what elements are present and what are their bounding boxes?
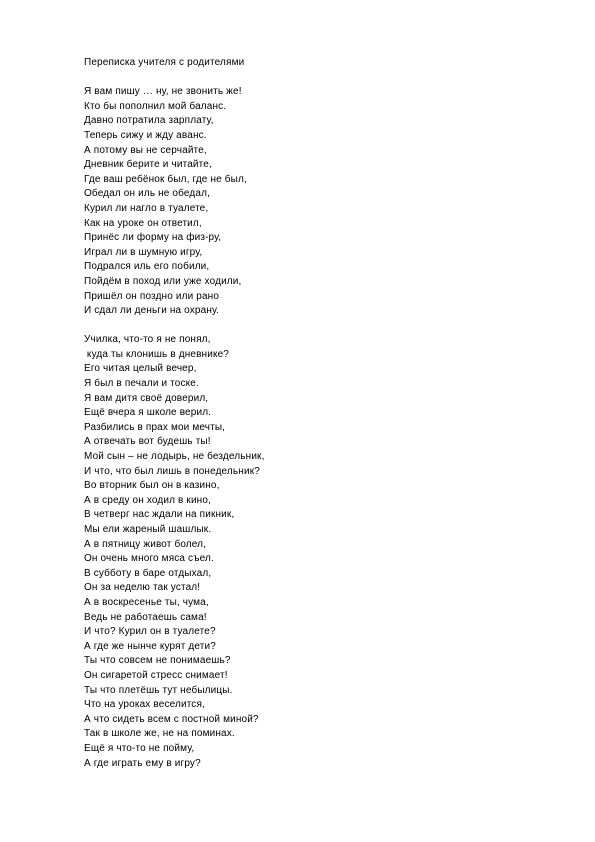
poem-line: Кто бы пополнил мой баланс. — [84, 100, 227, 112]
poem-line: куда ты клонишь в дневнике? — [84, 348, 230, 360]
poem-line: Во вторник был он в казино, — [84, 480, 220, 492]
poem-line: Я вам пишу … ну, не звонить же! — [84, 86, 242, 98]
poem-line: Ты что совсем не понимаешь? — [84, 655, 231, 667]
poem-line: А где играть ему в игру? — [84, 757, 201, 769]
poem-line: Ты что плетёшь тут небылицы. — [84, 684, 233, 696]
poem-line: Училка, что-то я не понял, — [84, 334, 211, 346]
poem-line: Пойдём в поход или уже ходили, — [84, 275, 242, 287]
poem-line: Ведь не работаешь сама! — [84, 611, 207, 623]
poem-line: Принёс ли форму на физ-ру, — [84, 232, 222, 244]
poem-line: И что? Курил он в туалете? — [84, 626, 216, 638]
poem-line: Мой сын – не лодырь, не бездельник, — [84, 451, 265, 463]
poem-line: А где же нынче курят дети? — [84, 640, 216, 652]
poem-line: Ещё вчера я школе верил. — [84, 407, 212, 419]
poem-line: Он за неделю так устал! — [84, 582, 201, 594]
poem-line: Я вам дитя своё доверил, — [84, 392, 209, 404]
poem-line: Мы ели жареный шашлык. — [84, 524, 212, 535]
poem-line: Что на уроках веселится, — [84, 699, 205, 711]
poem-line: А потому вы не серчайте, — [84, 144, 207, 156]
poem-line: Он сигаретой стресс снимает! — [84, 669, 228, 681]
stanza-teacher-letter — [84, 85, 544, 319]
poem-line: Курил ли нагло в туалете, — [84, 202, 209, 214]
document-body — [84, 56, 544, 786]
stanza-parent-reply — [84, 333, 544, 771]
poem-line: Как на уроке он ответил, — [84, 217, 202, 229]
poem-line: Ещё я что-то не пойму, — [84, 742, 195, 754]
poem-line: А в пятницу живот болел, — [84, 538, 207, 550]
poem-line: Я был в печали и тоске. — [84, 378, 199, 390]
poem-line: Разбились в прах мои мечты, — [84, 421, 226, 433]
poem-line: Теперь сижу и жду аванс. — [84, 129, 207, 141]
poem-line: В субботу в баре отдыхал, — [84, 567, 212, 579]
poem-line: И что, что был лишь в понедельник? — [84, 465, 260, 477]
poem-line: Он очень много мяса съел. — [84, 553, 214, 565]
poem-line: Обедал он иль не обедал, — [84, 188, 211, 200]
poem-line: В четверг нас ждали на пикник, — [84, 509, 235, 521]
poem-line: А в воскресенье ты, чума, — [84, 596, 209, 608]
poem-line: Пришёл он поздно или рано — [84, 290, 220, 302]
poem-line: Подрался иль его побили, — [84, 261, 210, 273]
poem-line: А в среду он ходил в кино, — [84, 494, 211, 506]
poem-line: Где ваш ребёнок был, где не был, — [84, 173, 247, 185]
poem-line: Дневник берите и читайте, — [84, 159, 212, 171]
poem-line: Его читая целый вечер, — [84, 363, 197, 375]
document-title: Переписка учителя с родителями — [84, 57, 245, 68]
poem-line: И сдал ли деньги на охрану. — [84, 305, 220, 317]
poem-line: Так в школе же, не на поминах. — [84, 728, 235, 740]
poem-line: Играл ли в шумную игру, — [84, 246, 203, 258]
poem-line: А отвечать вот будешь ты! — [84, 436, 211, 448]
poem-line: А что сидеть всем с постной миной? — [84, 713, 259, 725]
poem-line: Давно потратила зарплату, — [84, 115, 214, 127]
